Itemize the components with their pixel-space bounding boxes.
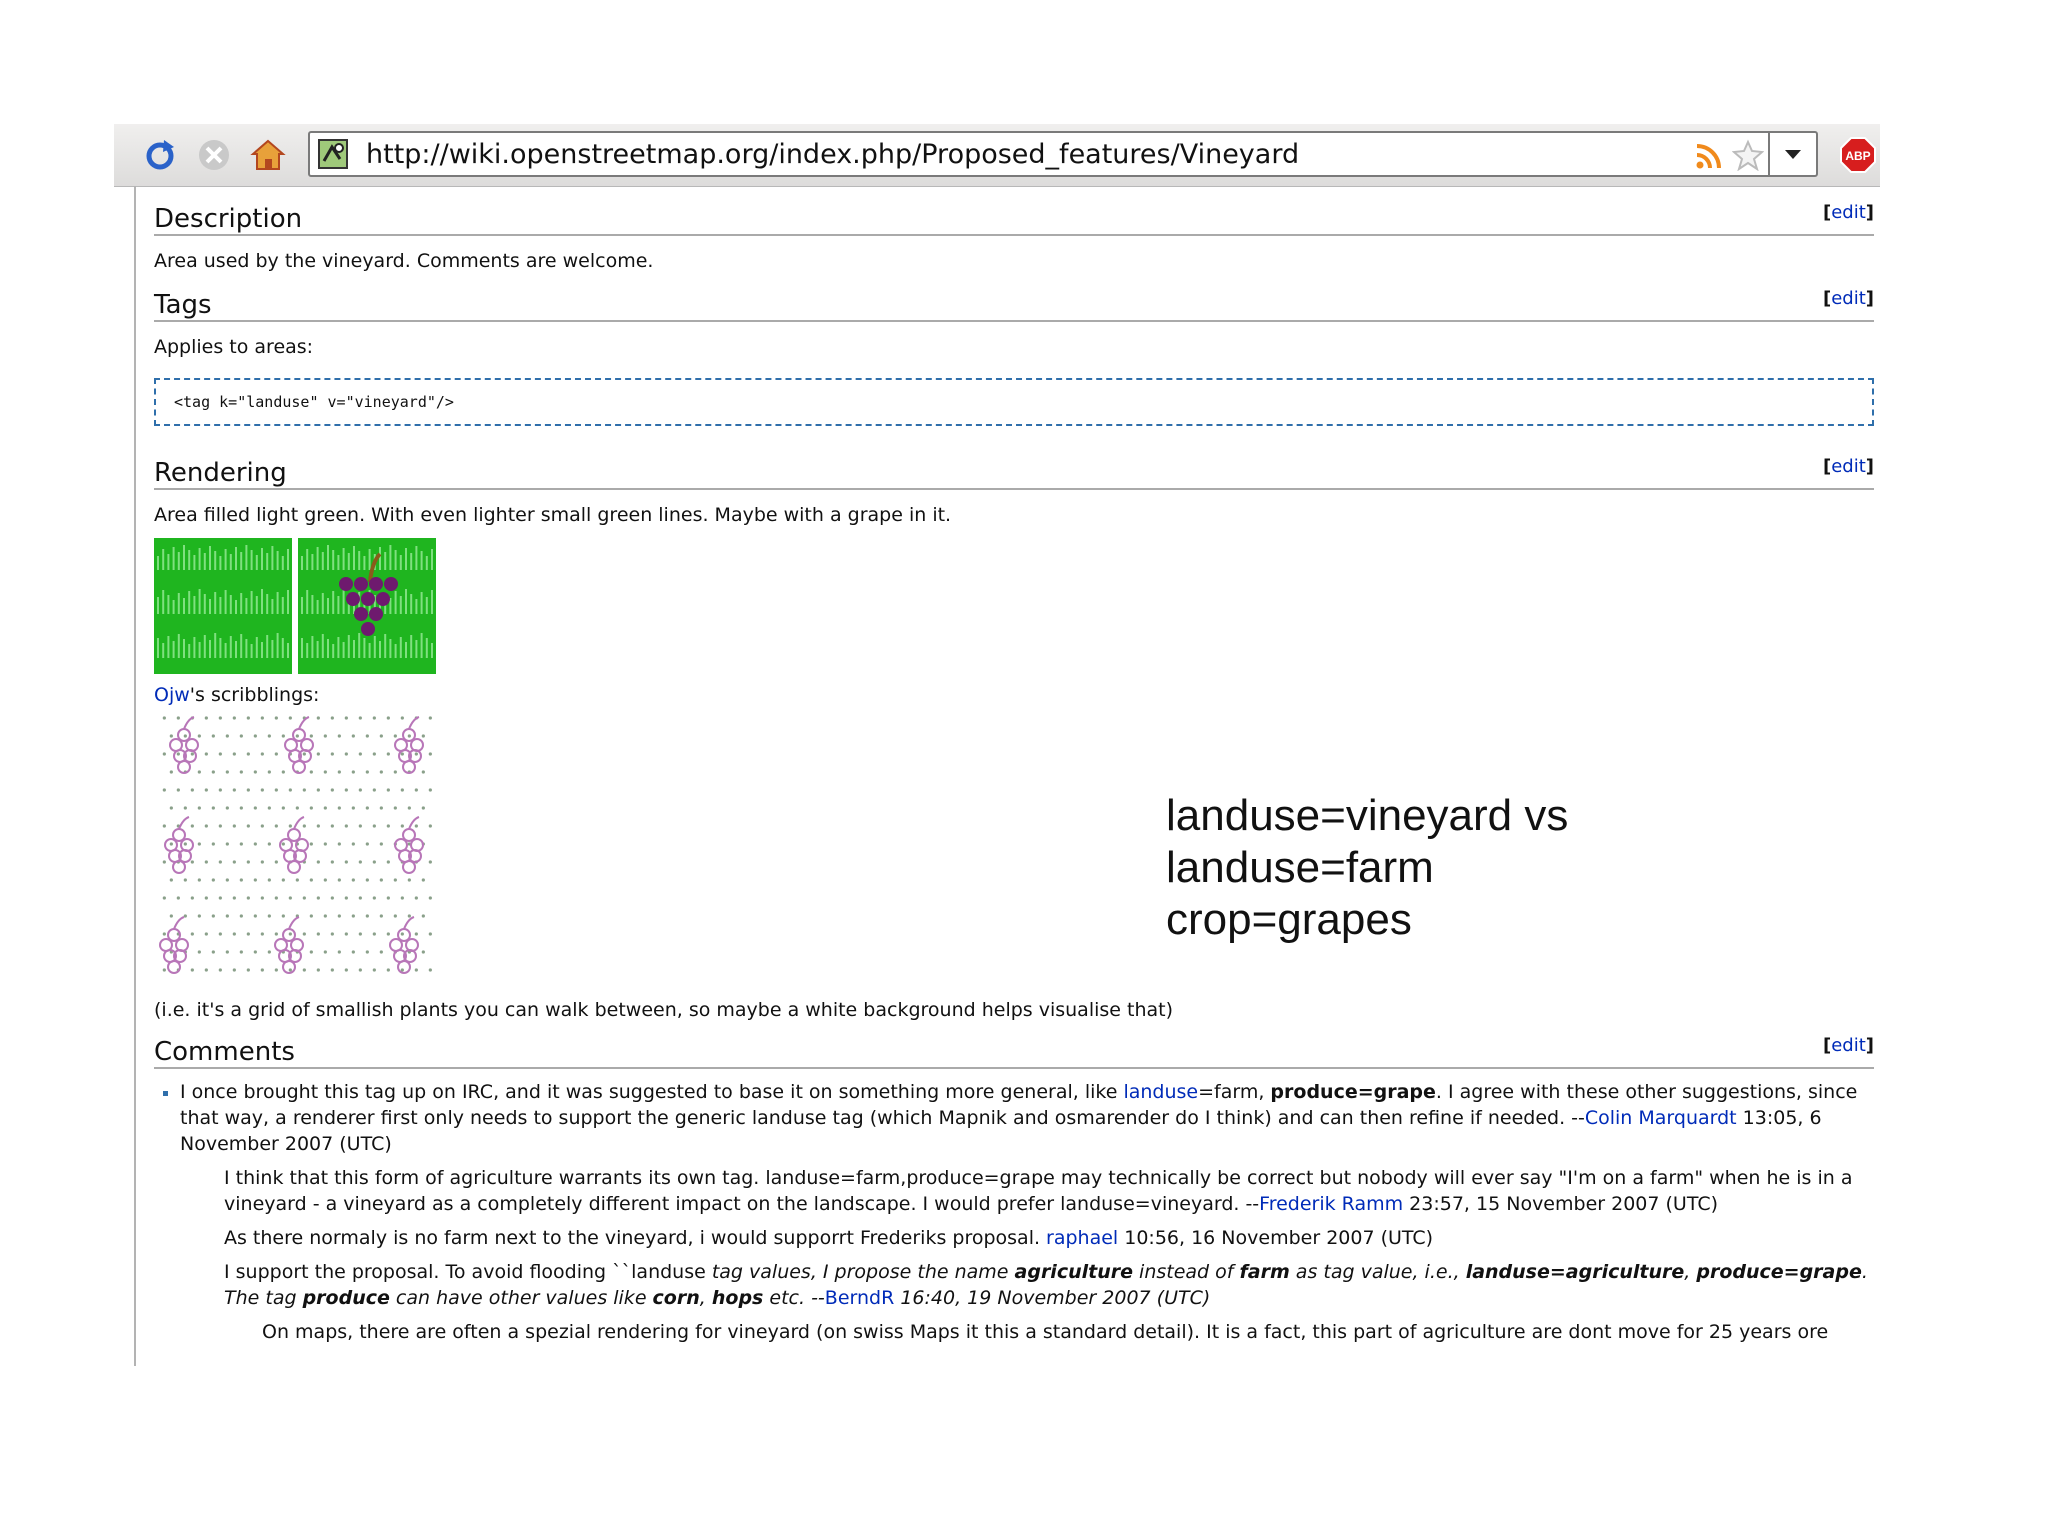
section-heading-description [154, 186, 1874, 236]
user-link-colin[interactable]: Colin Marquardt [1584, 1107, 1737, 1129]
scribbles-caption: Ojw's scribblings: [154, 684, 320, 706]
edit-link-comments[interactable]: [edit] [1822, 1035, 1874, 1056]
adblock-icon[interactable] [1839, 136, 1877, 174]
grape-scribble-image[interactable] [154, 712, 434, 984]
comments-list [154, 1079, 1874, 1157]
user-link-frederik[interactable]: Frederik Ramm [1259, 1193, 1404, 1215]
browser-toolbar [114, 124, 1880, 187]
overlay-line-2: landuse=farm [1166, 843, 1434, 892]
heading-description: Description [154, 204, 303, 234]
overlay-line-1: landuse=vineyard vs [1166, 791, 1569, 840]
edit-link-rendering[interactable]: [edit] [1822, 456, 1874, 477]
svg-text:ABP: ABP [1845, 149, 1871, 163]
wiki-page [114, 186, 1880, 1366]
comment-colin: I once brought this tag up on IRC, and it was suggested to base it on something more general, like landuse=farm, produce=grape. I agree with these other suggestions, since that way, a renderer first only needs to support the generic landuse tag (which Mapnik and osmarender do I think) and can then refine if needed. --Colin Marquardt 13:05, 6 November 2007 (UTC) [180, 1079, 1874, 1157]
url-text[interactable]: http://wiki.openstreetmap.org/index.php/Proposed_features/Vineyard [366, 139, 1300, 170]
dropdown-icon [1784, 148, 1802, 160]
vineyard-grape-tile[interactable] [298, 538, 436, 674]
reload-icon[interactable] [142, 137, 178, 173]
stop-icon[interactable] [196, 137, 232, 173]
heading-rendering: Rendering [154, 458, 287, 488]
rss-icon[interactable] [1694, 141, 1724, 171]
bookmark-star-icon[interactable] [1732, 139, 1764, 171]
url-dropdown-button[interactable] [1768, 133, 1816, 175]
rendering-note: (i.e. it's a grid of smallish plants you can walk between, so maybe a white background helps visualise that) [154, 999, 1174, 1021]
comment-berndr: I support the proposal. To avoid flooding ``landuse tag values, I propose the name agriculture instead of farm as tag value, i.e., landuse=agriculture, produce=grape. The tag produce can have other values like corn, hops etc. --BerndR 16:40, 19 November 2007 (UTC) [224, 1261, 1868, 1309]
section-heading-tags [154, 274, 1874, 322]
section-heading-comments [154, 1023, 1874, 1069]
description-text: Area used by the vineyard. Comments are welcome. [154, 250, 654, 272]
vineyard-pattern-tile[interactable] [154, 538, 292, 674]
tag-code-box: <tag k="landuse" v="vineyard"/> [154, 378, 1874, 426]
edit-link-tags[interactable]: [edit] [1822, 288, 1874, 309]
comment-raphael: As there normaly is no farm next to the vineyard, i would supporrt Frederiks proposal. raphael 10:56, 16 November 2007 (UTC) [224, 1227, 1434, 1249]
comment-frederik: I think that this form of agriculture warrants its own tag. landuse=farm,produce=grape may technically be correct but nobody will ever say "I'm on a farm" when he is in a vineyard - a vineyard as a completely different impact on the landscape. I would prefer landuse=vineyard. --Frederik Ramm 23:57, 15 November 2007 (UTC) [224, 1167, 1853, 1215]
edit-link-description[interactable]: [edit] [1822, 202, 1874, 223]
site-icon [318, 139, 348, 169]
user-link-berndr[interactable]: BerndR [824, 1287, 895, 1309]
user-link-ojw[interactable]: Ojw [154, 684, 190, 706]
tags-applies-text: Applies to areas: [154, 336, 314, 358]
overlay-line-3: crop=grapes [1166, 895, 1412, 944]
rendering-tiles [154, 538, 1874, 674]
link-landuse[interactable]: landuse [1123, 1081, 1199, 1103]
heading-tags: Tags [154, 290, 212, 320]
rendering-text: Area filled light green. With even lighter small green lines. Maybe with a grape in it. [154, 504, 952, 526]
comment-replies [224, 1165, 1874, 1311]
address-bar[interactable] [308, 131, 1818, 177]
home-icon[interactable] [250, 137, 286, 173]
slide-overlay-text [1166, 790, 1568, 946]
section-heading-rendering [154, 426, 1874, 490]
comment-swiss: On maps, there are often a spezial rendering for vineyard (on swiss Maps it this a standard detail). It is a fact, this part of agriculture are dont move for 25 years ore [262, 1321, 1829, 1343]
heading-comments: Comments [154, 1037, 295, 1067]
user-link-raphael[interactable]: raphael [1046, 1227, 1119, 1249]
page-content [154, 186, 1874, 1345]
page-border [134, 186, 136, 1366]
